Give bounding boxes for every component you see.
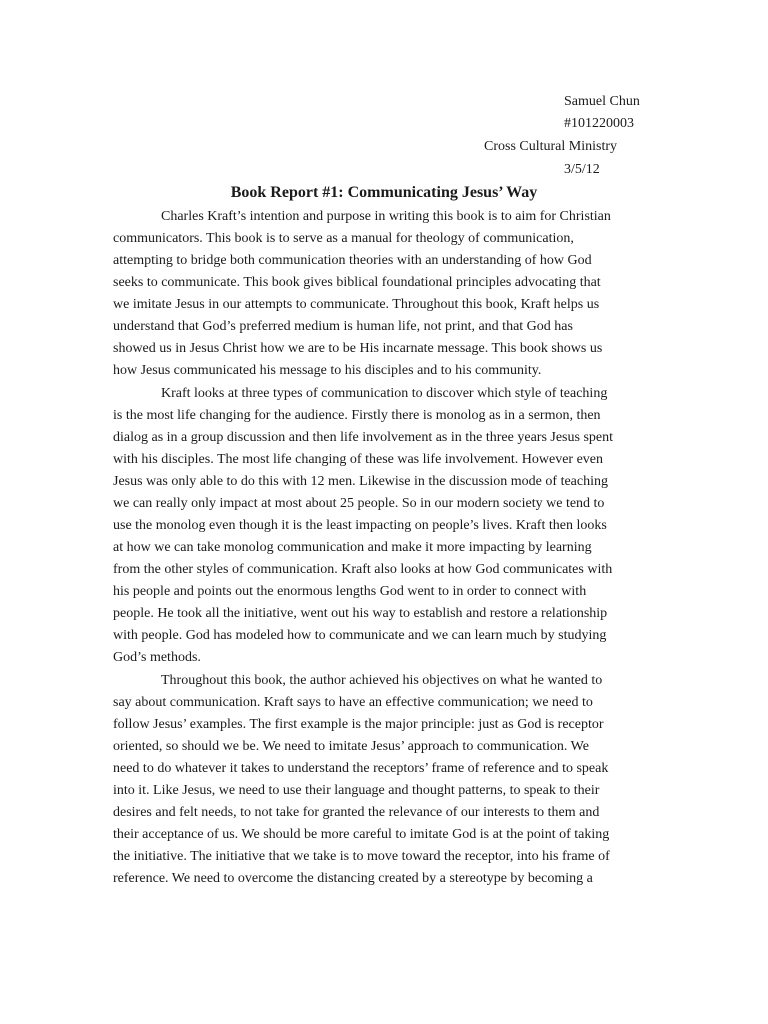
body-line: into it. Like Jesus, we need to use their language and thought patterns, to speak to their — [113, 783, 600, 798]
body-line: reference. We need to overcome the distancing created by a stereotype by becoming a — [113, 871, 593, 886]
report-title: Book Report #1: Communicating Jesus’ Way — [230, 184, 538, 201]
body-line: dialog as in a group discussion and then life involvement as in the three years Jesus spent — [113, 430, 614, 445]
body-line: with people. God has modeled how to communicate and we can learn much by studying — [113, 628, 607, 643]
body-line: from the other styles of communication. Kraft also looks at how God communicates with — [113, 562, 613, 577]
body-line: their acceptance of us. We should be more careful to imitate God is at the point of taking — [113, 827, 610, 842]
body-line: attempting to bridge both communication theories with an understanding of how God — [113, 253, 592, 268]
body-line: God’s methods. — [113, 650, 201, 665]
student-id: #101220003 — [564, 116, 634, 131]
report-date: 3/5/12 — [564, 162, 600, 177]
body-line: the initiative. The initiative that we take is to move toward the receptor, into his frame of — [113, 849, 610, 864]
body-line: Jesus was only able to do this with 12 men. Likewise in the discussion mode of teaching — [113, 474, 608, 489]
body-line: Charles Kraft’s intention and purpose in writing this book is to aim for Christian — [161, 209, 611, 224]
body-line: is the most life changing for the audience. Firstly there is monolog as in a sermon, then — [113, 408, 601, 423]
body-line: Throughout this book, the author achieved his objectives on what he wanted to — [161, 673, 603, 688]
body-line: with his disciples. The most life changing of these was life involvement. However even — [113, 452, 604, 467]
body-line: follow Jesus’ examples. The first example is the major principle: just as God is receptor — [113, 717, 604, 732]
body-line: seeks to communicate. This book gives biblical foundational principles advocating that — [113, 275, 601, 290]
body-line: use the monolog even though it is the least impacting on people’s lives. Kraft then looks — [113, 518, 607, 533]
body-line: his people and points out the enormous lengths God went to in order to connect with — [113, 584, 587, 599]
body-line: how Jesus communicated his message to his disciples and to his community. — [113, 363, 542, 378]
body-line: we imitate Jesus in our attempts to communicate. Throughout this book, Kraft helps us — [113, 297, 600, 312]
body-line: need to do whatever it takes to understand the receptors’ frame of reference and to speak — [113, 761, 609, 776]
body-line: communicators. This book is to serve as a manual for theology of communication, — [113, 231, 574, 246]
body-line: say about communication. Kraft says to have an effective communication; we need to — [113, 695, 593, 710]
body-line: people. He took all the initiative, went out his way to establish and restore a relationship — [113, 606, 608, 621]
course-name: Cross Cultural Ministry — [484, 139, 618, 154]
body-line: understand that God’s preferred medium is human life, not print, and that God has — [113, 319, 573, 334]
author-name: Samuel Chun — [564, 94, 640, 109]
body-line: at how we can take monolog communication and make it more impacting by learning — [113, 540, 592, 555]
body-line: oriented, so should we be. We need to imitate Jesus’ approach to communication. We — [113, 739, 589, 754]
body-line: desires and felt needs, to not take for granted the relevance of our interests to them and — [113, 805, 600, 820]
body-line: showed us in Jesus Christ how we are to be His incarnate message. This book shows us — [113, 341, 603, 356]
body-line: we can really only impact at most about 25 people. So in our modern society we tend to — [113, 496, 605, 511]
body-line: Kraft looks at three types of communication to discover which style of teaching — [161, 386, 608, 401]
